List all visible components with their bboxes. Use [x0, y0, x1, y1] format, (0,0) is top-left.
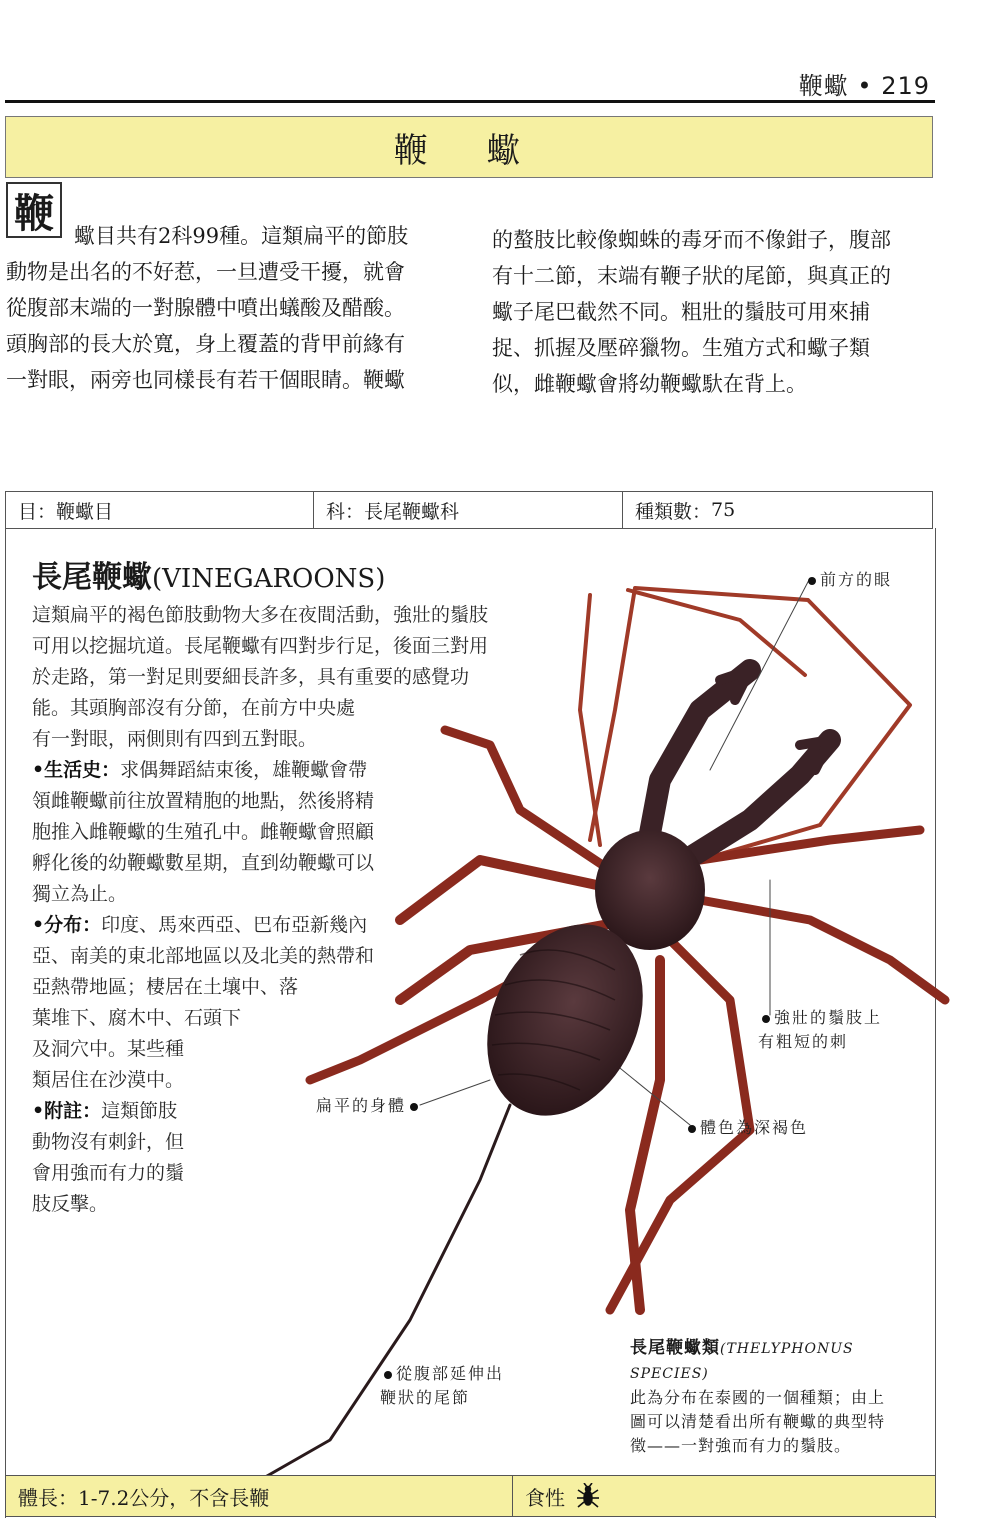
page-header: [799, 66, 930, 101]
intro-line: 的螯肢比較像蜘蛛的毒牙而不像鉗子，腹部: [492, 228, 891, 252]
bullet-dot-icon: [384, 1371, 392, 1379]
note-text: 會用強而有力的鬚: [32, 1162, 185, 1184]
caption-title: [630, 1336, 930, 1386]
diet-cell: [512, 1476, 935, 1516]
species-count-label: 種類數：: [635, 500, 712, 523]
dist-line: 印度、馬來西亞、巴布亞新幾內: [101, 914, 368, 936]
intro-line: 蠍目共有2科99種。這類扁平的節肢: [74, 224, 409, 248]
header-bullet: •: [857, 72, 873, 100]
diet-label: 食性: [525, 1485, 565, 1510]
classification-row: [5, 491, 933, 529]
annotation-pedipalp: [758, 1006, 882, 1054]
annotation-tail: [380, 1362, 504, 1410]
header-rule: [5, 100, 935, 103]
footer-bar: [5, 1475, 936, 1517]
annotation-text: 有粗短的刺: [758, 1032, 849, 1051]
leg-right-2: [700, 900, 945, 1000]
life-history-line: [32, 755, 488, 786]
sensory-leg-tip: [628, 590, 805, 675]
dist-line: 亞熱帶地區；棲居在土壤中、落: [32, 976, 299, 998]
caption-title-zh: 長尾鞭蠍類: [630, 1338, 720, 1358]
intro-line: 捉、抓握及壓碎獵物。生殖方式和蠍子類: [492, 336, 870, 360]
species-name-zh: 長尾鞭蠍: [32, 560, 152, 595]
dist-line: 亞、南美的東北部地區以及北美的熱帶和: [32, 945, 375, 967]
annotation-eyes: [804, 568, 892, 592]
body-length: 體長：1-7.2公分，不含長鞭: [18, 1485, 270, 1510]
annotation-color: [684, 1116, 808, 1140]
life-line: 胞推入雌鞭蠍的生殖孔中。雌鞭蠍會照顧: [32, 821, 375, 843]
annotation-text: 體色為深褐色: [700, 1118, 809, 1137]
figure-caption: [630, 1336, 930, 1458]
intro-left-column: [6, 218, 446, 398]
intro-line: 動物是出名的不好惹，一旦遭受干擾，就會: [6, 260, 405, 284]
bullet-dot-icon: [808, 577, 816, 585]
desc-line: 有一對眼，兩側則有四到五對眼。: [32, 728, 318, 750]
bullet-dot-icon: [410, 1103, 418, 1111]
annotation-text: 前方的眼: [820, 570, 893, 589]
page-title: 鞭 蠍: [5, 116, 933, 178]
species-title: [32, 552, 385, 596]
distribution-line: [32, 910, 488, 941]
caption-line: 此為分布在泰國的一個種類；由上: [630, 1388, 886, 1407]
annotation-text: 從腹部延伸出: [396, 1364, 505, 1383]
intro-line: 頭胸部的長大於寬，身上覆蓋的背甲前緣有: [6, 332, 405, 356]
life-line: 孵化後的幼鞭蠍數星期，直到幼鞭蠍可以: [32, 852, 375, 874]
note-text: 動物沒有刺針，但: [32, 1131, 185, 1153]
species-count-cell: [622, 492, 932, 528]
distribution-label: •分布：: [32, 914, 102, 936]
note-text: 這類節肢: [101, 1100, 178, 1122]
dist-line: 及洞穴中。某些種: [32, 1038, 185, 1060]
desc-line: 於走路，第一對足則要細長許多，具有重要的感覺功: [32, 666, 470, 688]
caption-title-latin: (THELYPHONUS SPECIES): [630, 1341, 854, 1382]
family-cell: 科：長尾鞭蠍科: [313, 492, 622, 528]
caption-line: 徵——一對強而有力的鬚肢。: [630, 1436, 852, 1455]
intro-line: 有十二節，末端有鞭子狀的尾節，與真正的: [492, 264, 891, 288]
order-cell: 目：鞭蠍目: [18, 500, 114, 523]
caption-line: 圖可以清楚看出所有鞭蠍的典型特: [630, 1412, 886, 1431]
insect-icon: [575, 1483, 601, 1509]
annotation-text: 強壯的鬚肢上: [774, 1008, 883, 1027]
desc-line: 可用以挖掘坑道。長尾鞭蠍有四對步行足，後面三對用: [32, 635, 489, 657]
intro-line: 似，雌鞭蠍會將幼鞭蠍馱在背上。: [492, 372, 807, 396]
annotation-text: 扁平的身體: [316, 1096, 407, 1115]
bullet-dot-icon: [762, 1015, 770, 1023]
dist-line: 類居住在沙漠中。: [32, 1069, 185, 1091]
species-name-latin: (VINEGAROONS): [152, 564, 386, 594]
dist-line: 葉堆下、腐木中、石頭下: [32, 1007, 242, 1029]
note-label: •附註：: [32, 1100, 102, 1122]
note-text: 肢反擊。: [32, 1193, 109, 1215]
annotation-text: 鞭狀的尾節: [380, 1388, 471, 1407]
annotation-flat-body: [316, 1094, 422, 1118]
page-number: 219: [881, 72, 930, 100]
species-description: [32, 600, 488, 1220]
intro-right-column: [492, 222, 932, 402]
bullet-dot-icon: [688, 1125, 696, 1133]
header-section: 鞭蠍: [798, 72, 849, 100]
desc-line: 能。其頭胸部沒有分節，在前方中央處: [32, 697, 356, 719]
life-line: 求偶舞蹈結束後，雄鞭蠍會帶: [120, 759, 368, 781]
species-count-value: 75: [711, 499, 736, 521]
intro-line: 蠍子尾巴截然不同。粗壯的鬚肢可用來捕: [492, 300, 870, 324]
life-history-label: •生活史：: [32, 759, 121, 781]
desc-line: 這類扁平的褐色節肢動物大多在夜間活動，強壯的鬚肢: [32, 604, 489, 626]
life-line: 獨立為止。: [32, 883, 128, 905]
intro-line: 從腹部末端的一對腺體中噴出蟻酸及醋酸。: [6, 296, 405, 320]
life-line: 領雌鞭蠍前往放置精胞的地點，然後將精: [32, 790, 375, 812]
intro-line: 一對眼，兩旁也同樣長有若干個眼睛。鞭蠍: [6, 368, 405, 392]
dropcap: 鞭: [6, 182, 62, 238]
